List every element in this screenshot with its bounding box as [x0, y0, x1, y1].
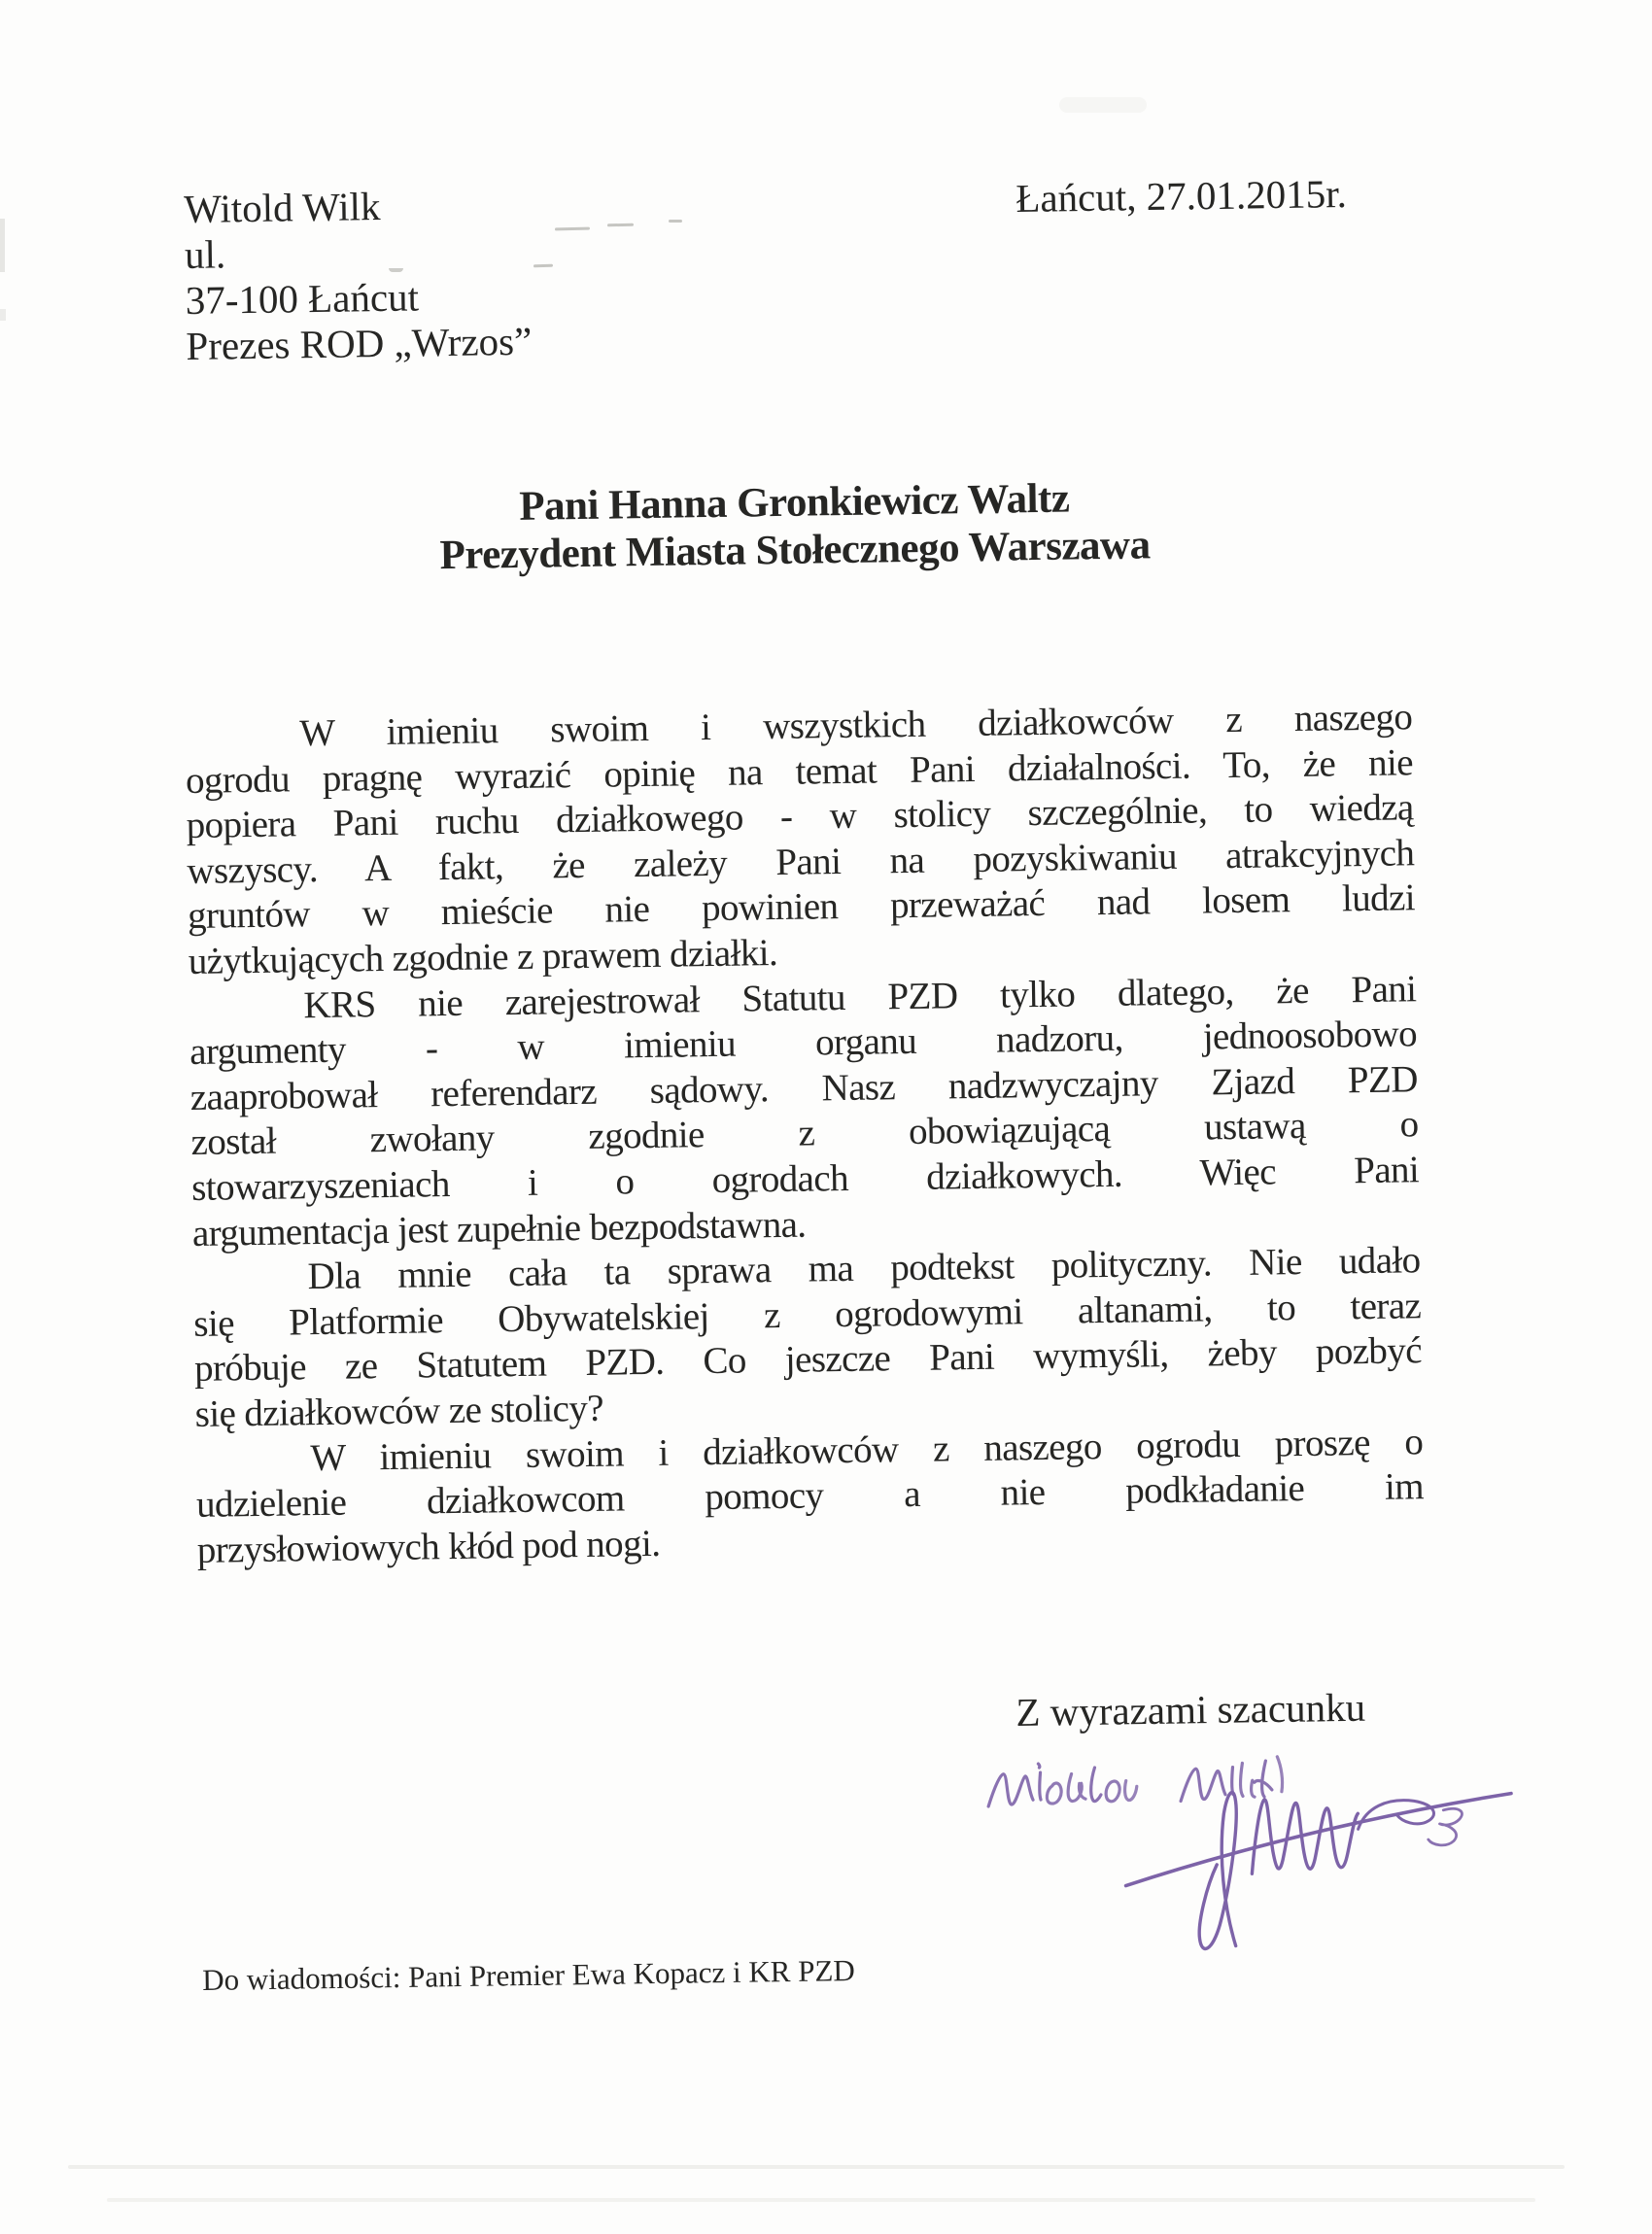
body-line: się Platformie Obywatelskiej z ogrodowymi altanami, to teraz [193, 1284, 1422, 1345]
sender-name: Witold Wilk [184, 184, 381, 231]
handwritten-signature [978, 1733, 1555, 1971]
body-line: ogrodu pragnę wyrazić opinię na temat Pani działalności. To, że nie [185, 740, 1414, 802]
body-line: przysłowiowych kłód pod nogi. [196, 1522, 661, 1571]
body-line: stowarzyszeniach i o ogrodach działkowych. Więc Pani [190, 1149, 1420, 1209]
cc-note: Do wiadomości: Pani Premier Ewa Kopacz i KR PZD [202, 1953, 855, 1997]
recipient-title: Prezydent Miasta Stołecznego Warszawa [439, 522, 1151, 579]
paragraph [185, 695, 1416, 984]
sender-block [184, 182, 533, 369]
sender-role: Prezes ROD „Wrzos” [186, 318, 533, 368]
recipient-block [318, 471, 1271, 581]
body-line: argumenty - w imieniu organu nadzoru, jednoosobowo [189, 1013, 1418, 1074]
scan-smudge-artifact [1059, 97, 1147, 113]
body-line: gruntów w mieście nie powinien przeważać nad losem ludzi [187, 876, 1416, 938]
paragraph [189, 967, 1420, 1256]
body-line: W imieniu swoim i działkowców z naszego ogrodu proszę o [310, 1420, 1424, 1479]
letter-body [185, 695, 1425, 1573]
paragraph [192, 1238, 1423, 1437]
scan-edge-artifact [0, 219, 5, 272]
body-line: próbuje ze Statutem PZD. Co jeszcze Pani wymyśli, żeby pozbyć [193, 1329, 1423, 1391]
body-line: użytkujących zgodnie z prawem działki. [188, 931, 778, 982]
sender-postal-city: 37-100 Łańcut [185, 274, 420, 323]
sender-street: ul. [184, 231, 226, 277]
body-line: Dla mnie cała ta sprawa ma podtekst polityczny. Nie udało [307, 1239, 1421, 1298]
body-line: W imieniu swoim i wszystkich działkowców z naszego [299, 696, 1413, 755]
dateline: Łańcut, 27.01.2015r. [1015, 170, 1348, 221]
body-line: udzielenie działkowcom pomocy a nie podkładanie im [195, 1465, 1425, 1527]
body-line: popiera Pani ruchu działkowego - w stolicy szczególnie, to wiedzą [186, 786, 1414, 847]
body-line: argumentacja jest zupełnie bezpodstawna. [191, 1203, 807, 1254]
scan-streak-artifact [68, 2165, 1565, 2169]
recipient-name: Pani Hanna Gronkiewicz Waltz [518, 475, 1070, 530]
body-line: wszyscy. A fakt, że zależy Pani na pozyskiwaniu atrakcyjnych [187, 832, 1415, 892]
paragraph [195, 1420, 1425, 1574]
body-line: zaaprobował referendarz sądowy. Nasz nadzwyczajny Zjazd PZD [189, 1057, 1419, 1118]
scan-streak-artifact [107, 2198, 1535, 2202]
body-line: się działkowców ze stolicy? [194, 1387, 604, 1435]
body-line: KRS nie zarejestrował Statutu PZD tylko dlatego, że Pani [303, 967, 1417, 1026]
scan-edge-artifact [0, 309, 6, 321]
closing-salutation: Z wyrazami szacunku [1015, 1684, 1366, 1735]
body-line: został zwołany zgodnie z obowiązującą ustawą o [190, 1103, 1419, 1164]
